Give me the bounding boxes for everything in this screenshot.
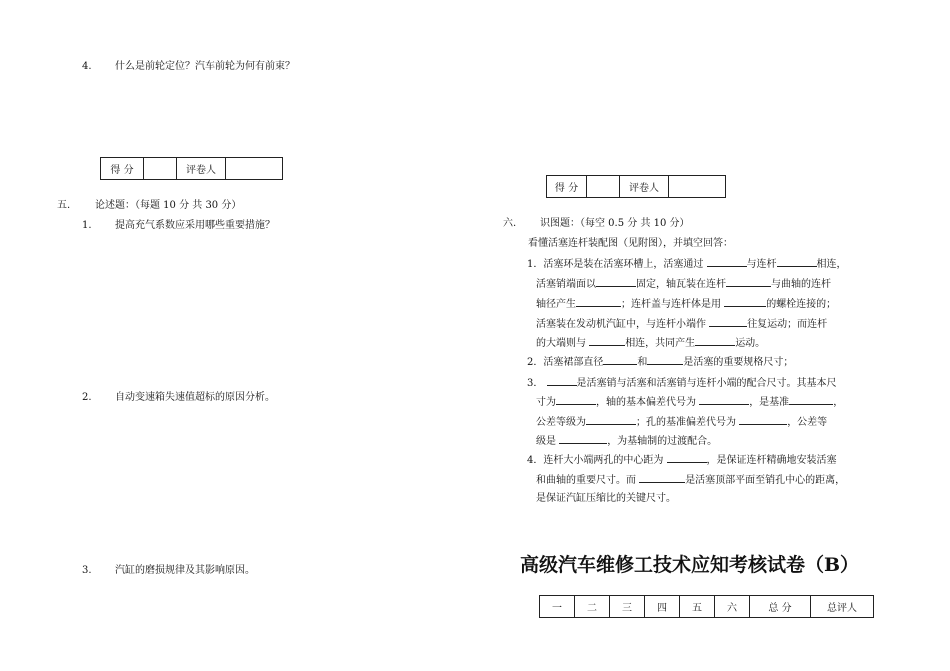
- fill-line-text: 的大端则与: [536, 338, 590, 349]
- fill-line-7: [527, 375, 837, 391]
- fill-line-text: 活塞销端面以: [536, 279, 596, 290]
- summary-header-4: 四: [645, 596, 680, 618]
- score-label: 得 分: [547, 176, 587, 198]
- fill-line-text: 和曲轴的重要尺寸。而: [536, 475, 640, 486]
- section-5-number: 五.: [57, 200, 71, 211]
- answer-blank[interactable]: [695, 335, 735, 346]
- answer-blank[interactable]: [576, 296, 621, 307]
- fill-line-text: 公差等级为: [536, 417, 586, 428]
- fill-line-13: [536, 492, 676, 506]
- answer-blank[interactable]: [596, 276, 636, 287]
- question-2-text: 自动变速箱失速值超标的原因分析。: [115, 392, 275, 403]
- fill-line-text: 轴径产生: [536, 299, 576, 310]
- fill-line-10: [536, 433, 717, 449]
- exam-title: 高级汽车维修工技术应知考核试卷（B）: [520, 554, 860, 576]
- answer-blank[interactable]: [724, 296, 766, 307]
- summary-header-5: 五: [680, 596, 715, 618]
- answer-blank[interactable]: [726, 276, 771, 287]
- summary-header-2: 二: [575, 596, 610, 618]
- summary-score-table: [539, 595, 874, 618]
- score-cell[interactable]: [144, 158, 177, 180]
- grader-cell[interactable]: [226, 158, 283, 180]
- score-box-left: [100, 157, 283, 180]
- question-4-number: 4.: [82, 61, 92, 72]
- summary-header-6: 六: [715, 596, 750, 618]
- question-4-text: 什么是前轮定位？汽车前轮为何有前束？: [115, 61, 295, 72]
- fill-line-text: 1．活塞环是装在活塞环槽上，活塞通过: [527, 259, 707, 270]
- fill-line-text: 固定，轴瓦装在连杆: [636, 279, 726, 290]
- answer-blank[interactable]: [707, 256, 747, 267]
- fill-line-text: 3．: [527, 378, 547, 389]
- answer-blank[interactable]: [667, 452, 707, 463]
- question-3-number: 3.: [82, 565, 92, 576]
- question-2-number: 2.: [82, 392, 92, 403]
- grader-cell[interactable]: [669, 176, 726, 198]
- score-box-right: [546, 175, 726, 198]
- section-6-title: 识图题：（每空 0.5 分 共 10 分）: [540, 218, 690, 229]
- section-6-number: 六.: [503, 218, 517, 229]
- fill-line-text: ，为基轴制的过渡配合。: [607, 436, 718, 447]
- question-1-number: 1.: [82, 220, 92, 231]
- summary-header-1: 一: [540, 596, 575, 618]
- fill-line-text: 级是: [536, 436, 560, 447]
- fill-line-text: 与曲轴的连杆: [771, 279, 831, 290]
- fill-line-text: 与连杆: [746, 259, 777, 270]
- answer-blank[interactable]: [709, 316, 747, 327]
- fill-line-5: [536, 335, 765, 351]
- answer-blank[interactable]: [639, 472, 685, 483]
- fill-line-text: ；孔的基准偏差代号为: [636, 417, 740, 428]
- fill-line-1: [527, 256, 847, 272]
- question-1-text: 提高充气系数应采用哪些重要措施？: [115, 220, 275, 231]
- fill-line-4: [536, 316, 827, 332]
- fill-line-text: 2．活塞裙部直径: [527, 357, 604, 368]
- fill-line-text: ，是基准: [749, 397, 790, 408]
- answer-blank[interactable]: [589, 335, 625, 346]
- fill-line-text: ；连杆盖与连杆体是用: [621, 299, 725, 310]
- fill-line-text: 是保证汽缸压缩比的关键尺寸。: [536, 493, 676, 504]
- fill-line-text: 寸为: [536, 397, 556, 408]
- fill-line-2: [536, 276, 831, 292]
- answer-blank[interactable]: [647, 354, 683, 365]
- summary-header-grader: 总评人: [811, 596, 874, 618]
- fill-line-12: [536, 472, 845, 488]
- fill-line-text: ，是保证连杆精确地安装活塞: [706, 455, 837, 466]
- answer-blank[interactable]: [789, 394, 833, 405]
- question-3-text: 汽缸的磨损规律及其影响原因。: [115, 565, 255, 576]
- score-label: 得 分: [101, 158, 144, 180]
- fill-line-3: [536, 296, 836, 312]
- fill-line-text: 4．连杆大小端两孔的中心距为: [527, 455, 667, 466]
- answer-blank[interactable]: [556, 394, 596, 405]
- answer-blank[interactable]: [547, 375, 577, 386]
- section-6-intro: 看懂活塞连杆装配图（见附图），并填空回答：: [528, 238, 733, 249]
- fill-line-text: 活塞装在发动机汽缸中，与连杆小端作: [536, 319, 710, 330]
- fill-line-text: ，: [833, 397, 844, 408]
- fill-line-text: ，轴的基本偏差代号为: [596, 397, 700, 408]
- fill-line-text: ，公差等: [787, 417, 828, 428]
- answer-blank[interactable]: [603, 354, 637, 365]
- fill-line-text: 相连，共同产生: [625, 338, 696, 349]
- fill-line-text: 的螺栓连接的；: [766, 299, 837, 310]
- summary-header-total: 总 分: [750, 596, 811, 618]
- fill-line-6: [527, 354, 793, 370]
- fill-line-text: 是活塞销与活塞和活塞销与连杆小端的配合尺寸。其基本尺: [576, 378, 837, 389]
- fill-line-text: 是活塞的重要规格尺寸；: [683, 357, 794, 368]
- answer-blank[interactable]: [777, 256, 817, 267]
- answer-blank[interactable]: [586, 414, 636, 425]
- fill-line-9: [536, 414, 827, 430]
- fill-line-text: 往复运动；而连杆: [747, 319, 828, 330]
- fill-line-8: [536, 394, 843, 410]
- fill-line-text: 和: [637, 357, 648, 368]
- section-5-title: 论述题：（每题 10 分 共 30 分）: [95, 200, 242, 211]
- answer-blank[interactable]: [739, 414, 787, 425]
- summary-header-3: 三: [610, 596, 645, 618]
- fill-line-text: 相连，: [816, 259, 847, 270]
- fill-line-text: 是活塞顶部平面至销孔中心的距离，: [685, 475, 846, 486]
- grader-label: 评卷人: [620, 176, 669, 198]
- fill-line-text: 运动。: [735, 338, 766, 349]
- answer-blank[interactable]: [559, 433, 607, 444]
- fill-line-11: [527, 452, 837, 468]
- answer-blank[interactable]: [699, 394, 749, 405]
- score-cell[interactable]: [587, 176, 620, 198]
- grader-label: 评卷人: [177, 158, 226, 180]
